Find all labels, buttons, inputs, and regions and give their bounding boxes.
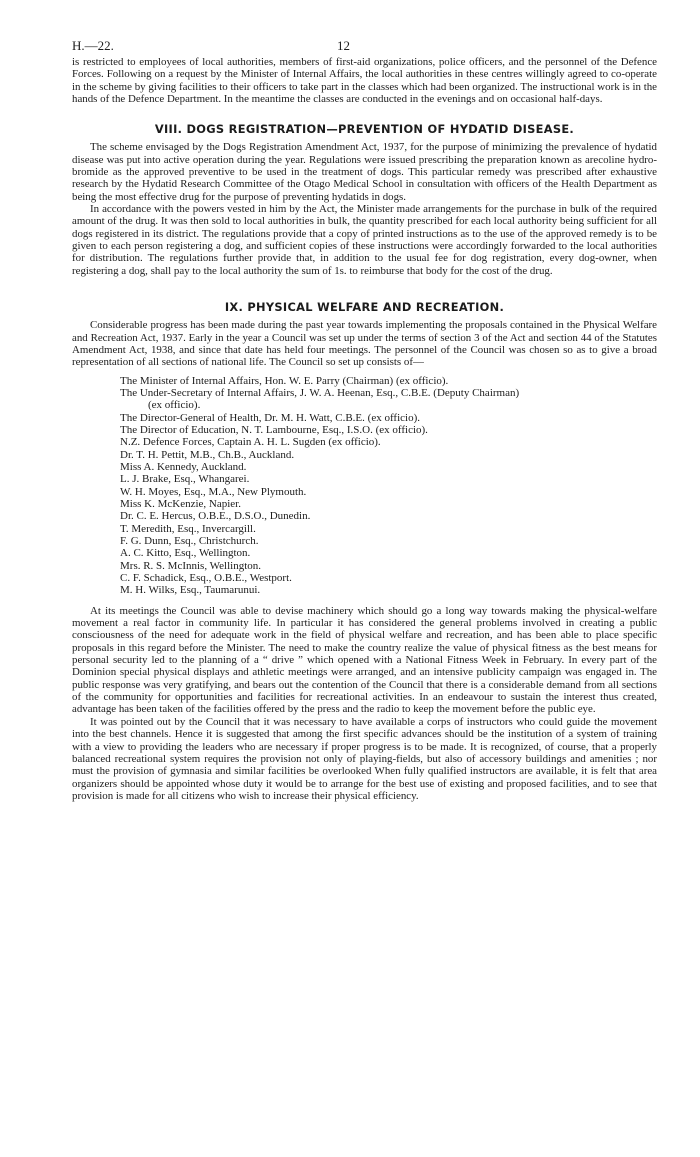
list-item: Dr. C. E. Hercus, O.B.E., D.S.O., Dunedin.: [120, 510, 311, 523]
list-item: Mrs. R. S. McInnis, Wellington.: [120, 559, 262, 572]
list-item: M. H. Wilks, Esq., Taumarunui.: [120, 584, 261, 597]
section-heading-physical-welfare: IX. PHYSICAL WELFARE AND RECREATION.: [224, 300, 505, 315]
paragraph: The scheme envisaged by the Dogs Registration Amendment Act, 1937, for the purpose of minimizing the prevalence of hydatid disease was put into active operation during the year. Regulations were issued prescribing the preparation known as arecoline hydro-bromide as the approved preventive to be used in the treatment of dogs. This particular remedy was prescribed after exhaustive research by the Hydatid Research Committee of the Otago Medical School in consultation with officers of the Health Department as being the most effective drug for the purpose of preventing hydatids in dogs.: [72, 141, 657, 203]
list-item: W. H. Moyes, Esq., M.A., New Plymouth.: [120, 485, 307, 498]
council-members-list: [120, 375, 657, 597]
intro-paragraph: is restricted to employees of local authorities, members of first-aid organizations, police officers, and the personnel of the Defence Forces. Following on a request by the Minister of Internal Affairs, the local authorities in these centres willingly agreed to co-operate in the scheme by giving facilities to their officers to take part in the classes which had been organized. The instructional work is in the hands of the Defence Department. In the meantime the classes are conducted in the evenings and on occasional half-days.: [72, 56, 657, 106]
list-item: Dr. T. H. Pettit, M.B., Ch.B., Auckland.: [120, 448, 295, 461]
list-item: The Under-Secretary of Internal Affairs, J. W. A. Heenan, Esq., C.B.E. (Deputy Chairman) (ex officio).: [120, 386, 520, 412]
page-number: 12: [337, 38, 350, 53]
document-reference: H.—22.: [72, 38, 114, 53]
list-item: F. G. Dunn, Esq., Christchurch.: [120, 535, 259, 547]
list-item: The Director of Education, N. T. Lambourne, Esq., I.S.O. (ex officio).: [120, 423, 428, 436]
list-item: The Minister of Internal Affairs, Hon. W. E. Parry (Chairman) (ex officio).: [120, 374, 449, 387]
list-item: The Director-General of Health, Dr. M. H. Watt, C.B.E. (ex officio).: [120, 411, 420, 424]
paragraph: Considerable progress has been made during the past year towards implementing the proposals contained in the Physical Welfare and Recreation Act, 1937. Early in the year a Council was set up under the terms of section 3 of the Act and section 44 of the Statutes Amendment Act, 1938, and since that date has held four meetings. The personnel of the Council was chosen so as to give a broad representation of all sections of national life. The Council so set up consists of—: [72, 319, 657, 369]
page-header: [72, 34, 657, 56]
list-item: Miss A. Kennedy, Auckland.: [120, 460, 247, 473]
paragraph: It was pointed out by the Council that it was necessary to have available a corps of instructors who could guide the movement into the best channels. Hence it is suggested that among the first specific advances should be the institution of a system of training with a view to providing the leaders who are necessary if proper progress is to be made. It is recognized, of course, that a properly balanced recreational system requires the provision not only of playing-fields, but also of accessory buildings and amenities ; nor must the provision of gymnasia and similar facilities be overlooked When fully qualified instructors are available, it is felt that area organizers should be appointed whose duty it would be to arrange for the best use of existing and proposed facilities, and to see that provision is made for all citizens who wish to increase their physical efficiency.: [72, 715, 657, 802]
paragraph: In accordance with the powers vested in him by the Act, the Minister made arrangements for the purchase in bulk of the required amount of the drug. It was then sold to local authorities in bulk, the quantity prescribed for each local authority being sufficient for all dogs registered in its district. The regulations provide that a copy of printed instructions as to the use of the approved remedy is to be given to each person registering a dog, and sufficient copies of these instructions were accordingly forwarded to the local authorities for distribution. The regulations further provide that, in addition to the usual fee for dog registration, every dog-owner, when registering a dog, shall pay to the local authority the sum of 1s. to reimburse that body for the cost of the drug.: [72, 203, 657, 277]
list-item: L. J. Brake, Esq., Whangarei.: [120, 473, 250, 486]
list-item: A. C. Kitto, Esq., Wellington.: [120, 547, 251, 560]
list-item: C. F. Schadick, Esq., O.B.E., Westport.: [120, 572, 292, 585]
list-item: T. Meredith, Esq., Invercargill.: [120, 522, 256, 535]
paragraph: At its meetings the Council was able to devise machinery which should go a long way towards making the physical-welfare movement a real factor in community life. In particular it has considered the general problems involved in creating a public consciousness of the need for adequate work in the field of physical welfare and recreation, and has been able to place specific proposals in this regard before the Minister. The need to make the country realize the value of physical fitness as the best means for personal security led to the planning of a “ drive ” which opened with a National Fitness Week in February. In every part of the Dominion special physical displays and athletic meetings were arranged, and an intensive publicity campaign was engaged in. The public response was very gratifying, and bears out the contention of the Council that there is a considerable demand from all sections of the community for opportunities and facilities for recreational activities. In an endeavour to sustain the interest thus created, advantage has been taken of the facilities offered by the press and the radio to keep the movement before the public eye.: [72, 604, 657, 716]
list-item: N.Z. Defence Forces, Captain A. H. L. Sugden (ex officio).: [120, 436, 381, 449]
list-item: Miss K. McKenzie, Napier.: [120, 497, 241, 510]
section-heading-dogs-registration: VIII. DOGS REGISTRATION—PREVENTION OF HYDATID DISEASE.: [154, 122, 575, 137]
